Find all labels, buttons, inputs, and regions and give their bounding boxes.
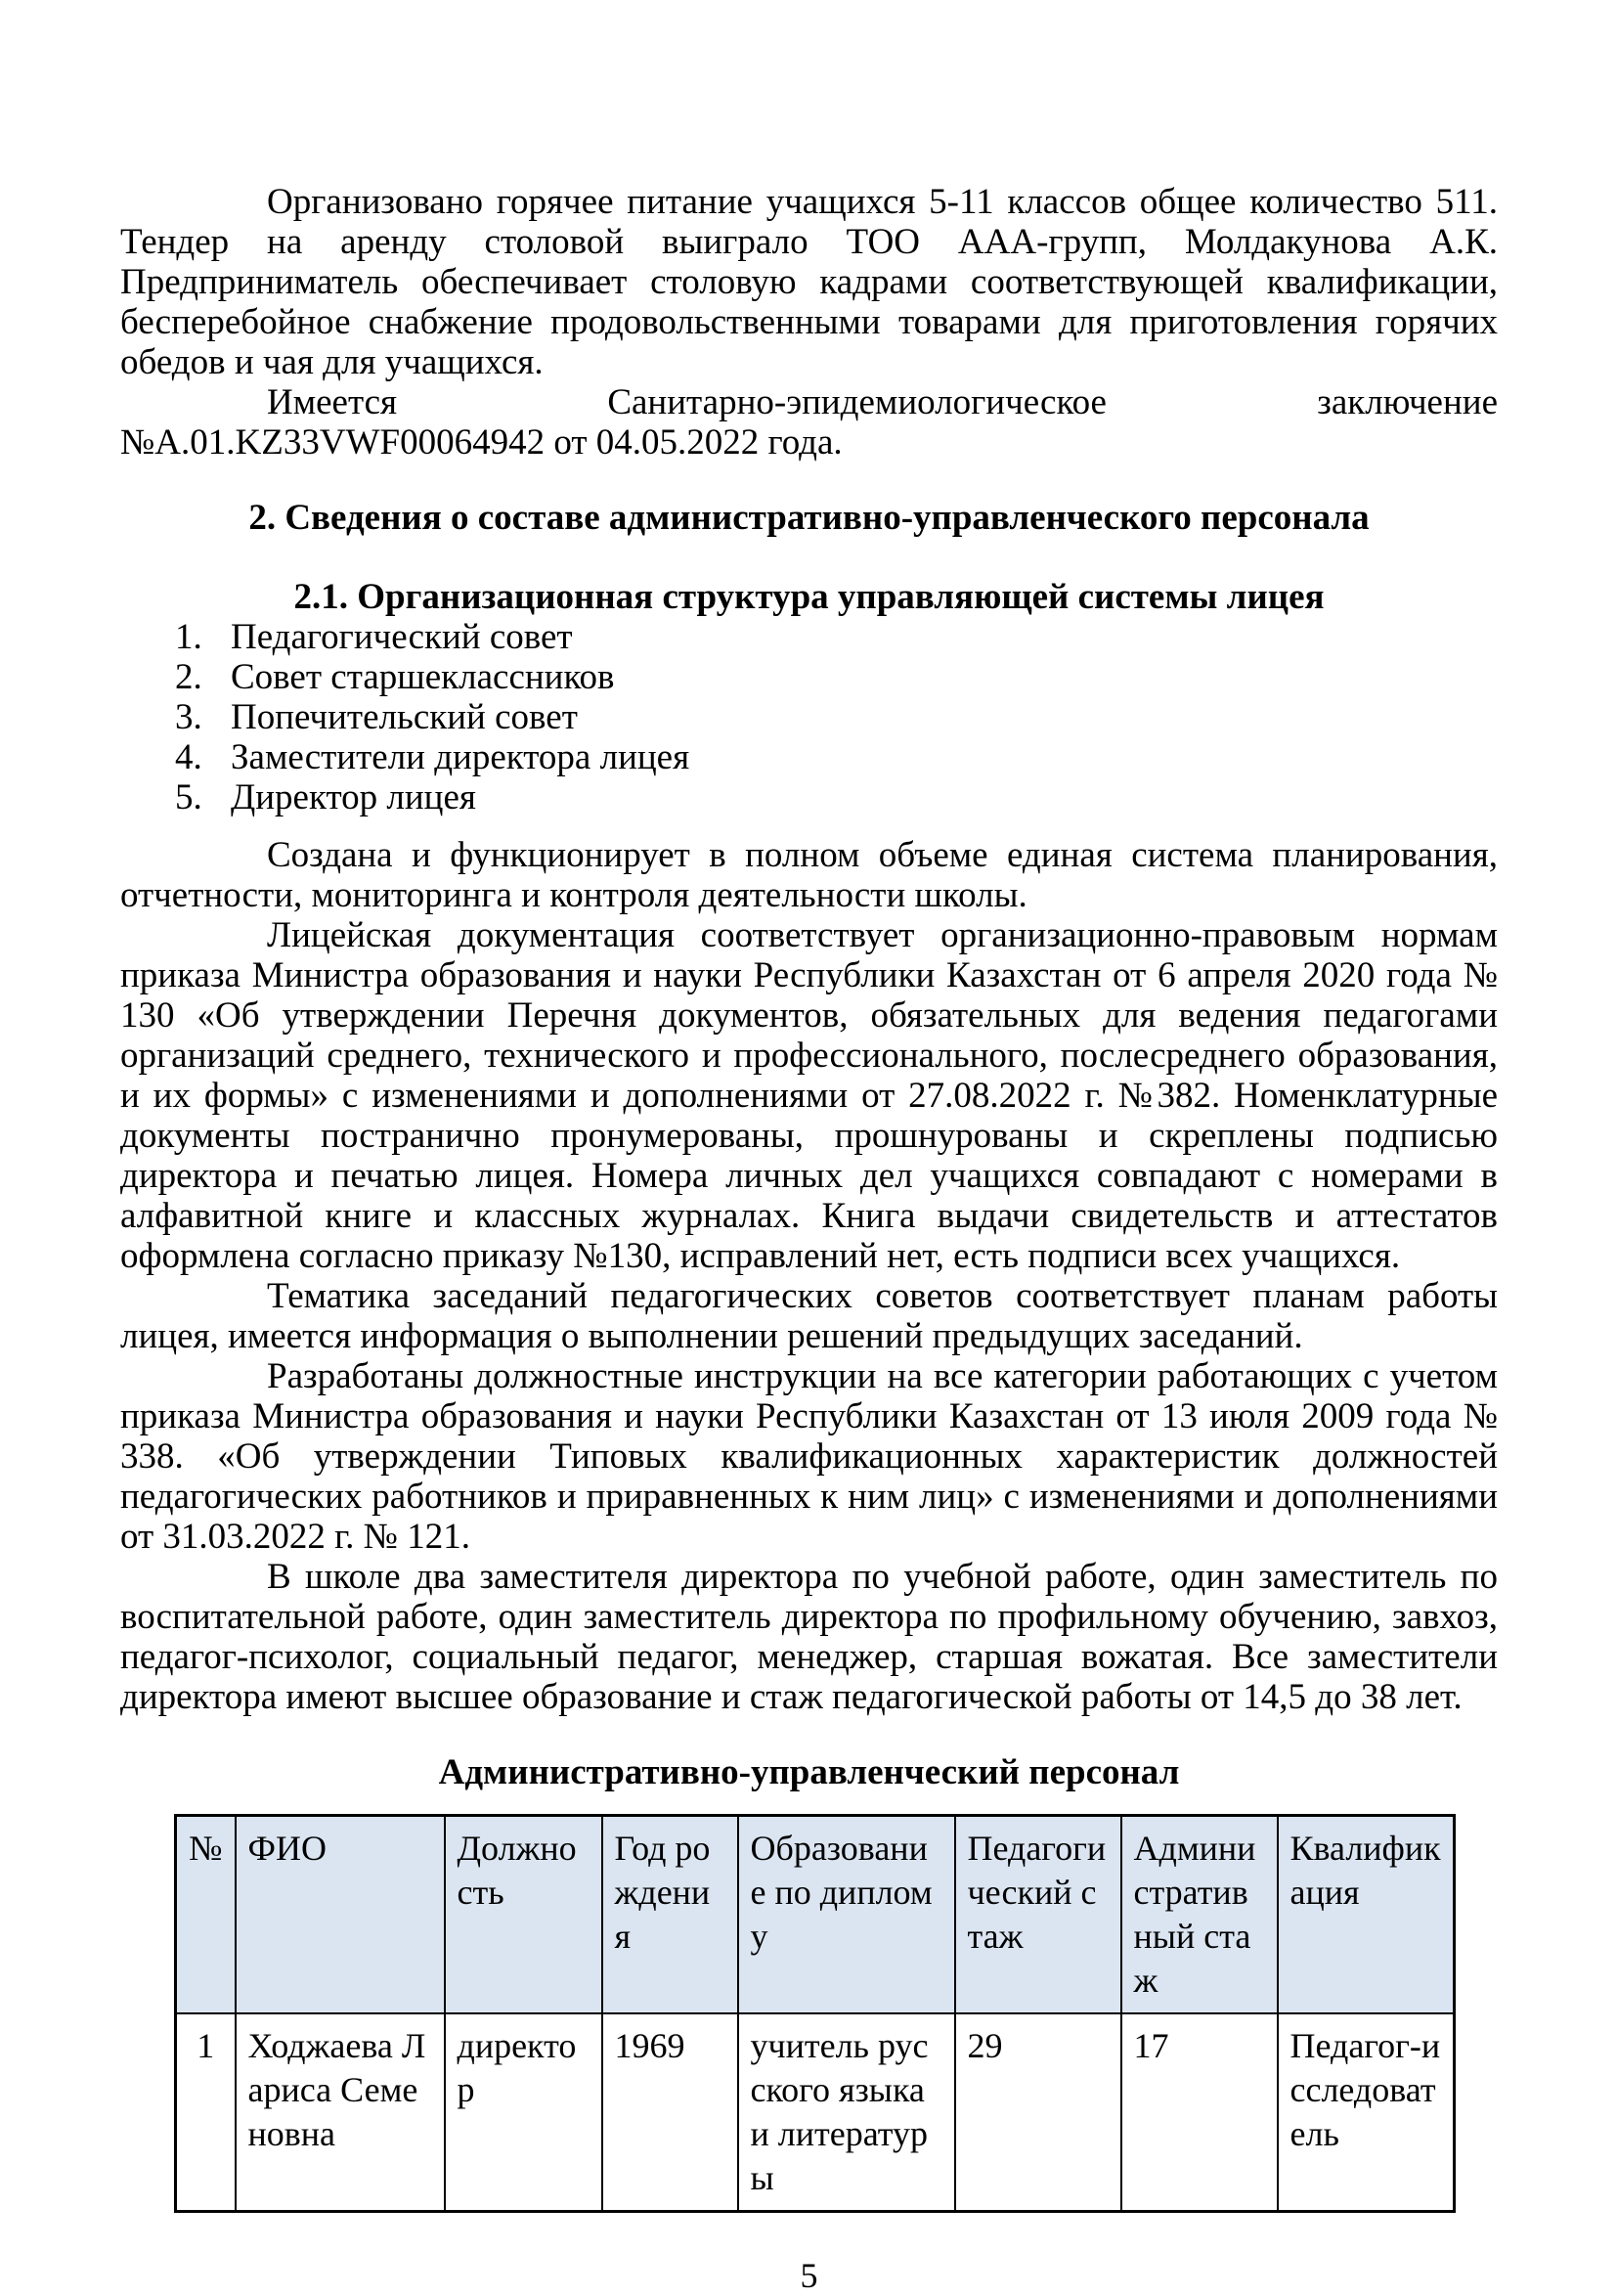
paragraph-sanitary-conclusion: Имеется Санитарно-эпидемиологическое заключение №А.01.KZ33VWF00064942 от 04.05.2022 года. bbox=[120, 382, 1498, 463]
cell-administrative-experience: 17 bbox=[1121, 2013, 1278, 2212]
list-item-trustees-council: 3. Попечительский совет bbox=[211, 697, 1498, 737]
table-title: Административно-управленческий персонал bbox=[438, 1752, 1180, 1792]
paragraph-documentation: Лицейская документация соответствует организационно-правовым нормам приказа Министра образования и науки Республики Казахстан от 6 апреля 2020 года № 130 «Об утверждении Перечня документов, обязательных для ведения педагогами организаций среднего, технического и профессионального, послесреднего образования, и их формы» с изменениями и дополнениями от 27.08.2022 г. №382. Номенклатурные документы постранично пронумерованы, прошнурованы и скреплены подписью директора и печатью лицея. Номера личных дел учащихся совпадают с номерами в алфавитной книге и классных журналах. Книга выдачи свидетельств и аттестатов оформлена согласно приказу №130, исправлений нет, есть подписи всех учащихся. bbox=[120, 915, 1498, 1276]
table-row bbox=[176, 2013, 1455, 2212]
paragraph-council-topics: Тематика заседаний педагогических советов соответствует планам работы лицея, имеется информация о выполнении решений предыдущих заседаний. bbox=[120, 1276, 1498, 1356]
column-header-administrative-experience: Административный стаж bbox=[1121, 1816, 1278, 2014]
section-heading: 2. Сведения о составе административно-управленческого персонала bbox=[248, 498, 1370, 538]
cell-pedagogical-experience: 29 bbox=[955, 2013, 1121, 2212]
column-header-education: Образование по диплому bbox=[738, 1816, 955, 2014]
org-structure-list bbox=[120, 617, 1498, 817]
list-item-deputy-directors: 4. Заместители директора лицея bbox=[211, 737, 1498, 777]
paragraph-meals: Организовано горячее питание учащихся 5-11 классов общее количество 511. Тендер на аренду столовой выиграло ТОО ААА-групп, Молдакунова А.К. Предприниматель обеспечивает столовую кадрами соответствующей квалификации, бесперебойное снабжение продовольственными товарами для приготовления горячих обедов и чая для учащихся. bbox=[120, 182, 1498, 382]
column-header-qualification: Квалификация bbox=[1278, 1816, 1455, 2014]
paragraph-job-instructions: Разработаны должностные инструкции на все категории работающих с учетом приказа Министра образования и науки Республики Казахстан от 13 июля 2009 года № 338. «Об утверждении Типовых квалификационных характеристик должностей педагогических работников и приравненных к ним лиц» с изменениями и дополнениями от 31.03.2022 г. № 121. bbox=[120, 1356, 1498, 1557]
cell-number: 1 bbox=[176, 2013, 236, 2212]
list-item-senior-students-council: 2. Совет старшеклассников bbox=[211, 657, 1498, 697]
cell-position: директор bbox=[445, 2013, 602, 2212]
column-header-name: ФИО bbox=[236, 1816, 445, 2014]
column-header-birth-year: Год рождения bbox=[602, 1816, 738, 2014]
cell-qualification: Педагог-исследователь bbox=[1278, 2013, 1455, 2212]
cell-birth-year: 1969 bbox=[602, 2013, 738, 2212]
column-header-pedagogical-experience: Педагогический стаж bbox=[955, 1816, 1121, 2014]
page-number: 5 bbox=[800, 2256, 818, 2295]
column-header-number: № bbox=[176, 1816, 236, 2014]
paragraph-deputies: В школе два заместителя директора по учебной работе, один заместитель по воспитательной работе, один заместитель директора по профильному обучению, завхоз, педагог-психолог, социальный педагог, менеджер, старшая вожатая. Все заместители директора имеют высшее образование и стаж педагогической работы от 14,5 до 38 лет. bbox=[120, 1557, 1498, 1717]
cell-education: учитель русского языка и литературы bbox=[738, 2013, 955, 2212]
list-item-director: 5. Директор лицея bbox=[211, 777, 1498, 817]
admin-personnel-table bbox=[174, 1814, 1456, 2213]
paragraph-planning-system: Создана и функционирует в полном объеме единая система планирования, отчетности, мониторинга и контроля деятельности школы. bbox=[120, 835, 1498, 915]
column-header-position: Должность bbox=[445, 1816, 602, 2014]
table-header-row bbox=[176, 1816, 1455, 2014]
list-item-pedagogical-council: 1. Педагогический совет bbox=[211, 617, 1498, 657]
subsection-heading: 2.1. Организационная структура управляющей системы лицея bbox=[293, 577, 1325, 617]
cell-name: Ходжаева Лариса Семеновна bbox=[236, 2013, 445, 2212]
